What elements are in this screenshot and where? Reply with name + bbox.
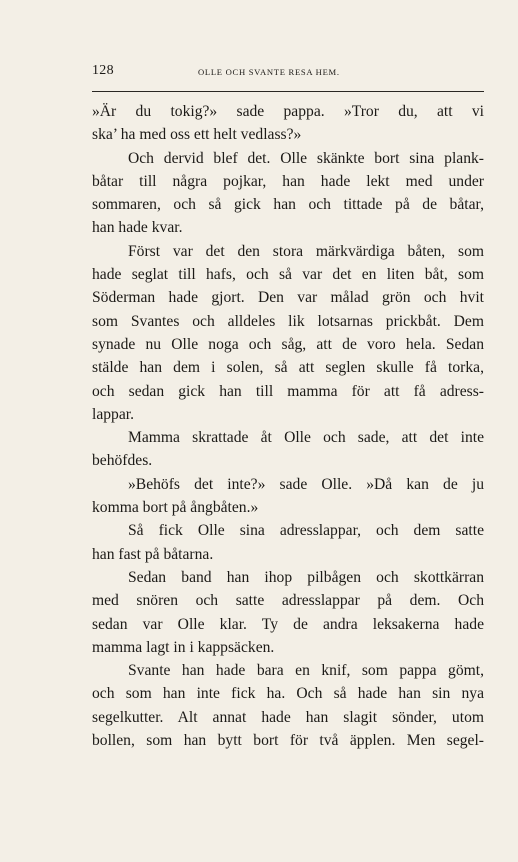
running-head: OLLE OCH SVANTE RESA HEM. — [198, 67, 340, 77]
text-line: Söderman hade gjort. Den var målad grön och hvit — [92, 289, 484, 307]
body-text — [92, 100, 484, 752]
text-line: med snören och satte adresslappar på dem. Och — [92, 592, 484, 610]
text-line: mamma lagt in i kappsäcken. — [92, 638, 275, 656]
text-line: Så fick Olle sina adresslappar, och dem satte — [128, 522, 484, 540]
text-line: stälde han dem i solen, så att seglen skulle få torka, — [92, 359, 484, 377]
text-line: Mamma skrattade åt Olle och sade, att det inte — [128, 429, 484, 447]
text-line: »Behöfs det inte?» sade Olle. »Då kan de ju — [128, 475, 484, 493]
text-line: Och dervid blef det. Olle skänkte bort sina plank- — [128, 149, 484, 167]
text-line: han hade kvar. — [92, 219, 183, 237]
text-line: Sedan band han ihop pilbågen och skottkärran — [128, 568, 484, 586]
text-line: synade nu Olle noga och såg, att de voro hela. Sedan — [92, 335, 484, 353]
text-line: sommaren, och så gick han och tittade på de båtar, — [92, 196, 484, 214]
text-line: »Är du tokig?» sade pappa. »Tror du, att vi — [92, 103, 484, 120]
header-rule — [92, 91, 484, 92]
page-header — [92, 63, 484, 83]
text-line: lappar. — [92, 405, 134, 423]
text-line: båtar till några pojkar, han hade lekt med under — [92, 172, 484, 190]
text-line: hade seglat till hafs, och så var det en liten båt, som — [92, 266, 484, 284]
text-line: och sedan gick han till mamma för att få adress- — [92, 382, 484, 400]
text-line: komma bort på ångbåten.» — [92, 499, 259, 517]
text-line: Svante han hade bara en knif, som pappa gömt, — [128, 662, 484, 680]
text-line: Först var det den stora märkvärdiga båten, som — [128, 242, 484, 260]
text-line: sedan var Olle klar. Ty de andra leksakerna hade — [92, 615, 484, 633]
text-line: segelkutter. Alt annat hade han slagit sönder, utom — [92, 708, 484, 726]
text-line: ska’ ha med oss ett helt vedlass?» — [92, 126, 302, 144]
text-line: behöfdes. — [92, 452, 153, 470]
text-line: han fast på båtarna. — [92, 545, 214, 563]
text-line: och som han inte fick ha. Och så hade han sin nya — [92, 685, 484, 703]
text-line: bollen, som han bytt bort för två äpplen. Men segel- — [92, 732, 484, 750]
text-line: som Svantes och alldeles lik lotsarnas prickbåt. Dem — [92, 312, 484, 330]
page-number: 128 — [92, 63, 114, 78]
